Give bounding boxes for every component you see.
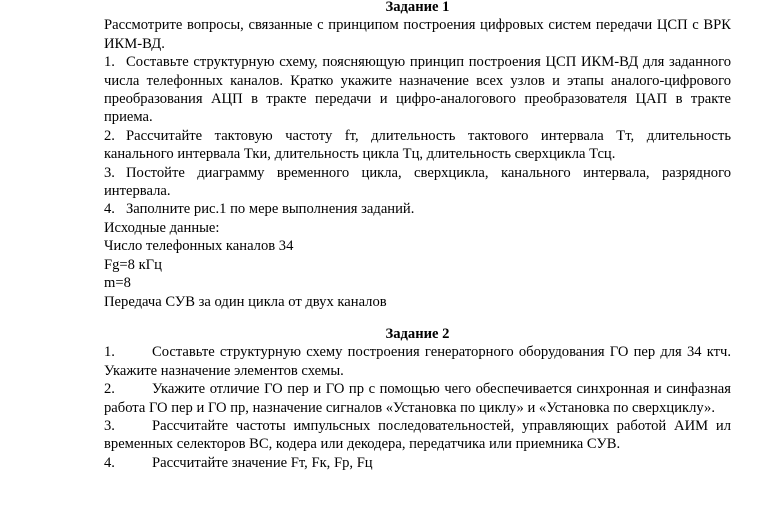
- task-2-item-4: [104, 454, 731, 472]
- item-text: Постойте диаграмму временного цикла, сверхцикла, канального интервала, разрядного интервала.: [104, 164, 731, 200]
- task-1-item-1: [104, 53, 731, 127]
- item-text: Рассчитайте тактовую частоту fт, длительность тактового интервала Тт, длительность канального интервала Тки, длительность цикла Тц, длительность сверхцикла Тсц.: [104, 127, 731, 163]
- item-number: 4.: [104, 201, 115, 218]
- item-text: Рассчитайте частоты импульсных последовательностей, управляющих работой АИМ ил временных селекторов ВС, кодера или декодера, передатчика или приемника СУВ.: [104, 417, 731, 453]
- task-1-title: Задание 1: [385, 0, 450, 15]
- bit-count: m=8: [104, 275, 131, 292]
- task-1-section: [104, 0, 731, 311]
- item-text: Рассчитайте значение Fт, Fк, Fр, Fц: [152, 454, 373, 471]
- item-number: 4.: [104, 454, 115, 471]
- item-text: Заполните рис.1 по мере выполнения заданий.: [126, 201, 415, 218]
- item-number: 3.: [104, 417, 115, 434]
- task-2-title: Задание 2: [385, 325, 450, 342]
- task-2-item-2: [104, 380, 731, 417]
- item-number: 1.: [104, 344, 115, 361]
- item-number: 1.: [104, 54, 115, 71]
- item-text: Составьте структурную схему, поясняющую принцип построения ЦСП ИКМ-ВД для заданного числа телефонных каналов. Кратко укажите назначение всех узлов и этапы аналого-цифрового преобразования АЦП в тракте передачи и цифро-аналогового преобразователя ЦАП в тракте приема.: [104, 54, 731, 126]
- task-1-item-4: [104, 200, 731, 218]
- task-1-item-2: [104, 127, 731, 164]
- task-1-intro: Рассмотрите вопросы, связанные с принципом построения цифровых систем передачи ЦСП с ВРК ИКМ-ВД.: [104, 17, 731, 52]
- suv-transmission: Передача СУВ за один цикла от двух каналов: [104, 293, 387, 310]
- task-1-item-3: [104, 164, 731, 201]
- channels-count: Число телефонных каналов 34: [104, 238, 294, 255]
- item-number: 3.: [104, 164, 115, 181]
- source-data-label: Исходные данные:: [104, 219, 220, 236]
- task-2-item-3: [104, 417, 731, 454]
- task-2-item-1: [104, 343, 731, 380]
- item-text: Укажите отличие ГО пер и ГО пр с помощью чего обеспечивается синхронная и синфазная работа ГО пер и ГО пр, назначение сигналов «Установка по циклу» и «Установка по сверхциклу».: [104, 381, 731, 416]
- sampling-frequency: Fg=8 кГц: [104, 256, 162, 273]
- item-number: 2.: [104, 381, 115, 398]
- item-text: Составьте структурную схему построения генераторного оборудования ГО пер для 34 ктч. Укажите назначение элементов схемы.: [104, 344, 731, 379]
- item-number: 2.: [104, 127, 115, 144]
- task-2-section: [104, 325, 731, 472]
